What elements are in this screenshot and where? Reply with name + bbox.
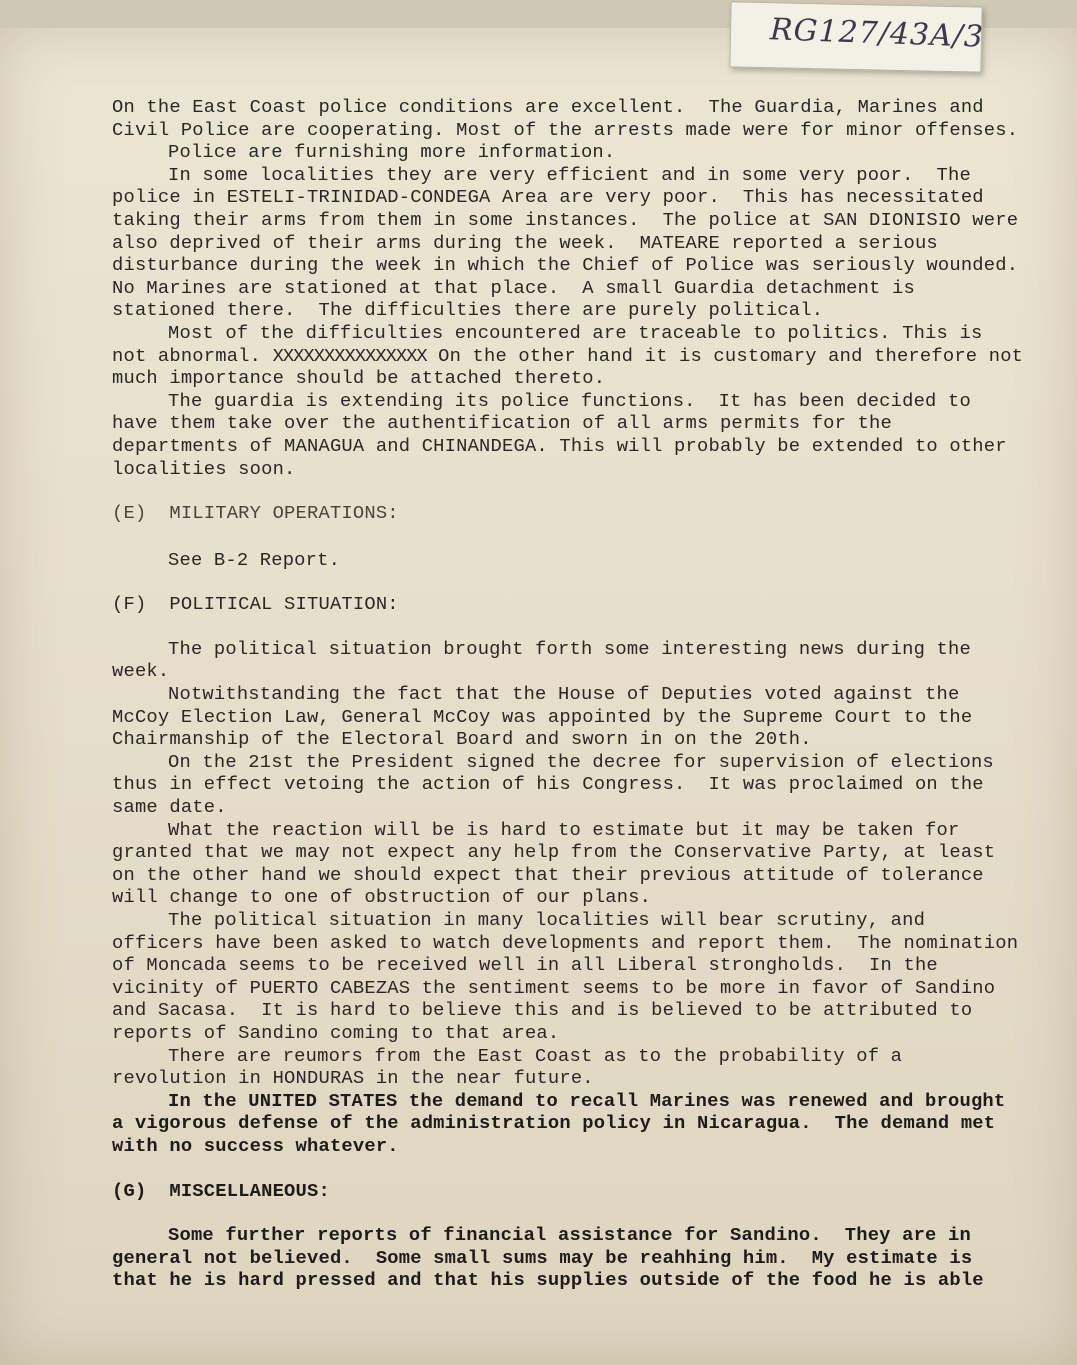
- section-f-paragraph-5: The political situation in many localities will bear scrutiny, and officers have been asked to watch developments and report them. The nomination of Moncada seems to be received well in all Liberal strongholds. In the vicinity of PUERTO CABEZAS the sentiment seems to be more in favor of Sandino and Sacasa. It is hard to believe this and is believed to be attributed to reports of Sandino coming to that area.: [112, 909, 1030, 1044]
- police-paragraph-3: In some localities they are very efficient and in some very poor. The police in ESTELI-TRINIDAD-CONDEGA Area are very poor. This has necessitated taking their arms from them in some instances. The police at SAN DIONISIO were also deprived of their arms during the week. MATEARE reported a serious disturbance during the week in which the Chief of Police was seriously wounded. No Marines are stationed at that place. A small Guardia detachment is stationed there. The difficulties there are purely political.: [112, 163, 1030, 322]
- section-g-paragraph-1: Some further reports of financial assistance for Sandino. They are in general not believed. Some small sums may be reahhing him. My estimate is that he is hard pressed and that his supplies outside of the food he is able: [112, 1224, 984, 1292]
- archive-tag-label: RG127/43A/3: [769, 12, 985, 55]
- section-f-paragraph-4: What the reaction will be is hard to estimate but it may be taken for granted that we may not expect any help from the Conservative Party, at least on the other hand we should expect that their previous attitude of tolerance will change to one of obstruction of our plans.: [112, 818, 1007, 909]
- struck-out-text: XXXXXXXXXXXXXXX: [272, 344, 427, 367]
- police-paragraph-4: [112, 321, 1035, 390]
- section-f-paragraph-1: The political situation brought forth some interesting news during the week.: [112, 637, 983, 683]
- police-paragraph-2: Police are furnishing more information.: [168, 141, 616, 164]
- section-f-paragraph-3: On the 21st the President signed the decree for supervision of elections thus in effect vetoing the action of his Congress. It was proclaimed on the same date.: [112, 750, 1006, 819]
- section-g-heading: (G) MISCELLANEOUS:: [112, 1179, 330, 1202]
- police-paragraph-4-text: Most of the difficulties encountered are traceable to politics. This is not abnormal.: [112, 321, 994, 367]
- section-f-paragraph-6: There are reumors from the East Coast as to the probability of a revolution in HONDURAS in the near future.: [112, 1044, 914, 1090]
- section-e-body: See B-2 Report.: [168, 548, 341, 571]
- typed-report: [112, 96, 1035, 1292]
- police-paragraph-4-continued: On the other hand it is customary and therefore not much importance should be attached thereto.: [112, 344, 1035, 390]
- section-f-paragraph-7: In the UNITED STATES the demand to recall Marines was renewed and brought a vigorous defense of the administration policy in Nicaragua. The demand met with no success whatever.: [112, 1089, 1017, 1157]
- section-f-heading: (F) POLITICAL SITUATION:: [112, 593, 399, 616]
- section-e-heading: (E) MILITARY OPERATIONS:: [112, 502, 399, 525]
- police-paragraph-5: The guardia is extending its police functions. It has been decided to have them take over the authentification of all arms permits for the departments of MANAGUA and CHINANDEGA. This will probably be extended to other localities soon.: [112, 389, 1019, 480]
- police-paragraph-1: On the East Coast police conditions are excellent. The Guardia, Marines and Civil Police are cooperating. Most of the arrests made were for minor offenses.: [112, 96, 1019, 141]
- section-f-paragraph-2: Notwithstanding the fact that the House of Deputies voted against the McCoy Election Law, General McCoy was appointed by the Supreme Court to the Chairmanship of the Electoral Board and sworn in on the 20th.: [112, 683, 984, 751]
